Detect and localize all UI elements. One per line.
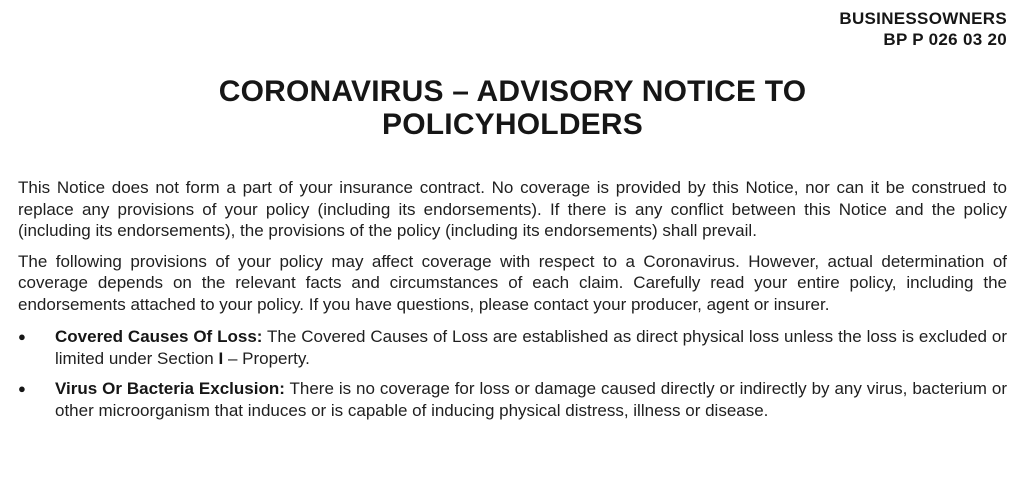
list-item-label: Covered Causes Of Loss: bbox=[55, 327, 263, 346]
list-item-text bbox=[55, 326, 1007, 369]
list-item-covered-causes-of-loss bbox=[18, 326, 1007, 369]
bullet-icon: ● bbox=[18, 381, 26, 396]
provisions-bullet-list bbox=[18, 326, 1007, 421]
bullet-icon: ● bbox=[18, 329, 26, 344]
list-item-body-before: There is no coverage for loss or damage caused directly or indirectly by any virus, bacterium or other microorganism that induces or is capable of inducing physical distress, illness or disease. bbox=[55, 379, 1007, 420]
list-item-body-before: The Covered Causes of Loss are established as direct physical loss unless the loss is excluded or limited under Section bbox=[55, 327, 1007, 368]
form-line-of-business: BUSINESSOWNERS bbox=[839, 9, 1007, 28]
list-item-text bbox=[55, 378, 1007, 421]
document-title bbox=[18, 75, 1007, 141]
list-item-bold-fragment: I bbox=[218, 348, 224, 368]
list-item-body-after: – Property. bbox=[223, 348, 310, 368]
form-number: BP P 026 03 20 bbox=[883, 30, 1007, 49]
notice-disclaimer-paragraph: This Notice does not form a part of your insurance contract. No coverage is provided by this Notice, nor can it be construed to replace any provisions of your policy (including its endorsements). If there is any conflict between this Notice and the policy (including its endorsements), the provisions of the policy (including its endorsements) shall prevail. bbox=[18, 178, 1007, 240]
coverage-provisions-paragraph: The following provisions of your policy may affect coverage with respect to a Coronavirus. However, actual determination of coverage depends on the relevant facts and circumstances of each claim. Carefully read your entire policy, including the endorsements attached to your policy. If you have questions, please contact your producer, agent or insurer. bbox=[18, 251, 1007, 314]
document-title-line1: CORONAVIRUS – ADVISORY NOTICE TO bbox=[218, 75, 807, 108]
list-item-label: Virus Or Bacteria Exclusion: bbox=[55, 379, 285, 398]
form-header bbox=[18, 8, 1007, 50]
document-title-line2: POLICYHOLDERS bbox=[382, 108, 643, 141]
list-item-virus-or-bacteria-exclusion bbox=[18, 378, 1007, 421]
